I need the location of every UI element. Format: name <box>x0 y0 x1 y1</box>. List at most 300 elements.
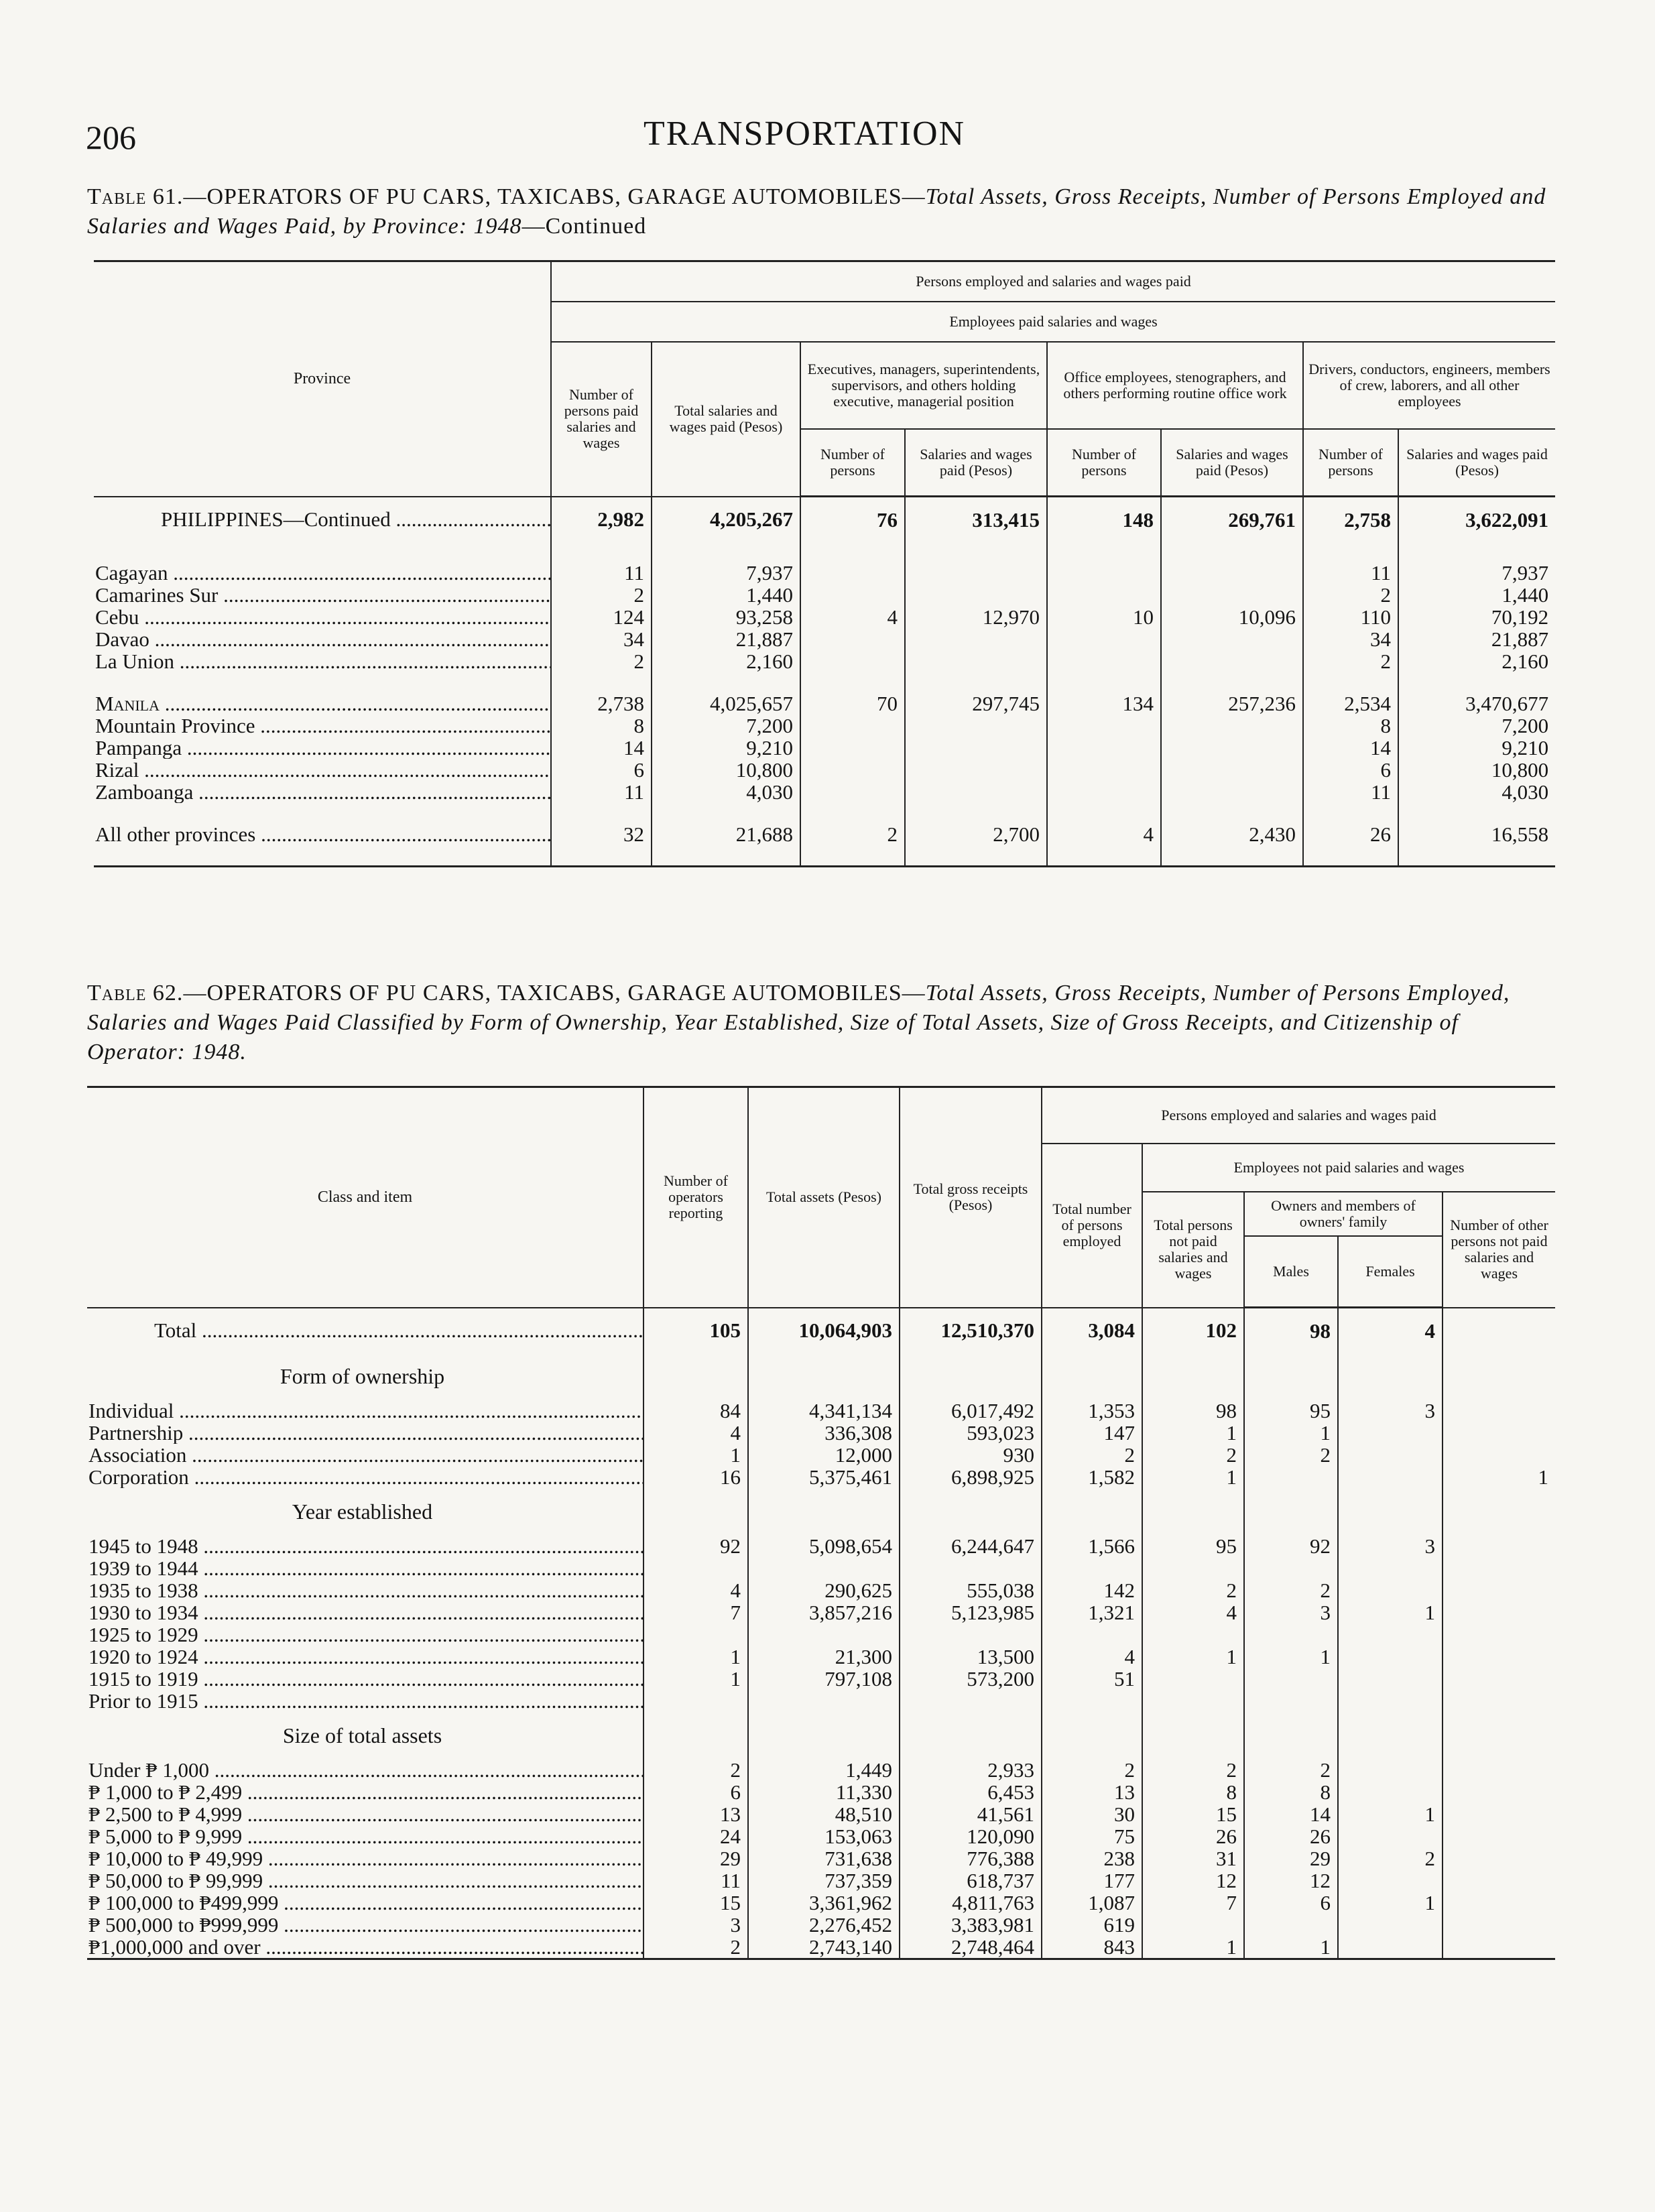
cell: 31 <box>1142 1847 1244 1869</box>
header-employees-paid: Employees paid salaries and wages <box>551 302 1555 342</box>
cell: 98 <box>1244 1308 1338 1353</box>
row-label: 1945 to 1948 ..... <box>88 1535 643 1557</box>
cell: 2,160 <box>652 650 800 672</box>
header-total-assets: Total assets (Pesos) <box>748 1087 900 1308</box>
cell: 6,453 <box>900 1781 1042 1803</box>
cell: 92 <box>1244 1535 1338 1557</box>
cell <box>1244 1668 1338 1690</box>
cell <box>905 781 1047 803</box>
cell: 1,353 <box>1042 1400 1142 1422</box>
row-label: ₱ 2,500 to ₱ 4,999 ..... <box>88 1803 643 1825</box>
cell: 4,205,267 <box>652 497 800 542</box>
cell: 8 <box>1244 1781 1338 1803</box>
cell: 142 <box>1042 1579 1142 1601</box>
table-row <box>87 1825 1555 1847</box>
section-header-row <box>87 1488 1555 1535</box>
cell <box>800 584 905 606</box>
cell: 1 <box>1244 1422 1338 1444</box>
cell: 2 <box>643 1936 748 1959</box>
table62-sections <box>87 1353 1555 1959</box>
cell: 70,192 <box>1398 606 1555 628</box>
row-label: ₱ 10,000 to ₱ 49,999 ..... <box>88 1847 643 1869</box>
cell: 4 <box>643 1579 748 1601</box>
header-persons-employed: Persons employed and salaries and wages paid <box>1042 1087 1555 1144</box>
table-row-total <box>87 1308 1555 1353</box>
cell: 2,758 <box>1303 497 1398 542</box>
cell: 11 <box>551 781 652 803</box>
cell: 15 <box>1142 1803 1244 1825</box>
cell <box>1142 1914 1244 1936</box>
cell: 16 <box>643 1466 748 1488</box>
cell: 13 <box>1042 1781 1142 1803</box>
cell <box>800 562 905 584</box>
cell: 32 <box>551 823 652 845</box>
cell <box>1338 1825 1443 1847</box>
cell: 3 <box>1338 1400 1443 1422</box>
section-title: Year established <box>292 1499 433 1524</box>
cell: 8 <box>1142 1781 1244 1803</box>
table-row <box>87 1400 1555 1422</box>
cell: 2 <box>1042 1759 1142 1781</box>
cell <box>1338 1759 1443 1781</box>
cell: 6 <box>1303 759 1398 781</box>
cell <box>1244 1623 1338 1646</box>
header-drivers-number: Number of persons <box>1303 429 1398 497</box>
row-label: Zamboanga ..... <box>95 781 551 803</box>
cell: 10 <box>1047 606 1161 628</box>
cell: 7,937 <box>652 562 800 584</box>
cell: 7 <box>1142 1892 1244 1914</box>
row-label: Pampanga ..... <box>95 737 551 759</box>
cell <box>905 650 1047 672</box>
cell <box>1443 1892 1555 1914</box>
cell <box>1443 1422 1555 1444</box>
cell: 9,210 <box>652 737 800 759</box>
cell <box>1142 1690 1244 1712</box>
header-drivers: Drivers, conductors, engineers, members of crew, laborers, and all other employees <box>1303 342 1555 429</box>
cell: 4 <box>1042 1646 1142 1668</box>
cell: 10,800 <box>652 759 800 781</box>
cell <box>905 715 1047 737</box>
table-row <box>94 650 1555 672</box>
cell: 619 <box>1042 1914 1142 1936</box>
cell: 3 <box>643 1914 748 1936</box>
cell <box>800 628 905 650</box>
cell: 593,023 <box>900 1422 1042 1444</box>
cell: 2,933 <box>900 1759 1042 1781</box>
cell: 14 <box>1303 737 1398 759</box>
table61-caption-title: —OPERATORS OF PU CARS, TAXICABS, GARAGE AUTOMOBILES— <box>183 184 926 209</box>
cell <box>905 584 1047 606</box>
table62-caption <box>87 979 1548 1067</box>
cell <box>1244 1914 1338 1936</box>
table-row <box>94 715 1555 737</box>
table61-caption <box>87 182 1548 241</box>
table-row <box>94 606 1555 628</box>
cell: 102 <box>1142 1308 1244 1353</box>
cell: 26 <box>1142 1825 1244 1847</box>
cell <box>1161 562 1303 584</box>
cell: 29 <box>643 1847 748 1869</box>
cell <box>1443 1535 1555 1557</box>
cell: 177 <box>1042 1869 1142 1892</box>
table62 <box>87 1086 1555 1960</box>
cell: 1 <box>1142 1422 1244 1444</box>
table-row <box>87 1803 1555 1825</box>
table61-caption-tail: —Continued <box>522 214 647 239</box>
cell <box>1443 1914 1555 1936</box>
cell: 2 <box>1244 1759 1338 1781</box>
cell: 12,510,370 <box>900 1308 1042 1353</box>
table-row <box>87 1444 1555 1466</box>
section-header-row <box>87 1712 1555 1759</box>
cell: 105 <box>643 1308 748 1353</box>
row-label: 1915 to 1919 ..... <box>88 1668 643 1690</box>
cell <box>1443 1646 1555 1668</box>
cell: 2,534 <box>1303 692 1398 715</box>
cell: 6,244,647 <box>900 1535 1042 1557</box>
cell <box>1047 562 1161 584</box>
cell: 6,017,492 <box>900 1400 1042 1422</box>
cell <box>800 759 905 781</box>
cell <box>800 715 905 737</box>
cell: 4,025,657 <box>652 692 800 715</box>
cell <box>1047 584 1161 606</box>
cell: 30 <box>1042 1803 1142 1825</box>
cell <box>1443 1847 1555 1869</box>
cell: 7 <box>643 1601 748 1623</box>
table-row <box>94 781 1555 803</box>
cell <box>1047 715 1161 737</box>
cell: 95 <box>1244 1400 1338 1422</box>
cell: 1 <box>1244 1936 1338 1959</box>
table-row <box>94 628 1555 650</box>
header-office-number: Number of persons <box>1047 429 1161 497</box>
cell <box>1244 1557 1338 1579</box>
cell: 147 <box>1042 1422 1142 1444</box>
cell: 34 <box>551 628 652 650</box>
cell: 11,330 <box>748 1781 900 1803</box>
cell: 21,688 <box>652 823 800 845</box>
row-label: Mountain Province ..... <box>95 715 551 737</box>
cell: 1,440 <box>1398 584 1555 606</box>
cell <box>1042 1557 1142 1579</box>
cell: 2,748,464 <box>900 1936 1042 1959</box>
cell <box>1443 1869 1555 1892</box>
cell: 8 <box>551 715 652 737</box>
cell: 2 <box>551 650 652 672</box>
row-label: Prior to 1915 ..... <box>88 1690 643 1712</box>
cell: 11 <box>551 562 652 584</box>
row-label: Davao ..... <box>95 628 551 650</box>
cell: 124 <box>551 606 652 628</box>
cell: 2,160 <box>1398 650 1555 672</box>
cell: 2,276,452 <box>748 1914 900 1936</box>
cell: 1 <box>643 1646 748 1668</box>
cell <box>1443 1623 1555 1646</box>
cell: 1 <box>1244 1646 1338 1668</box>
cell: 4,030 <box>1398 781 1555 803</box>
cell: 4 <box>1338 1308 1443 1353</box>
row-label: Rizal ..... <box>95 759 551 781</box>
table-row <box>94 759 1555 781</box>
cell <box>748 1623 900 1646</box>
cell: 573,200 <box>900 1668 1042 1690</box>
table61 <box>94 260 1555 867</box>
cell: 1 <box>1443 1466 1555 1488</box>
cell: 2,738 <box>551 692 652 715</box>
row-label: All other provinces ..... <box>95 823 551 845</box>
cell <box>1338 1623 1443 1646</box>
cell: 3 <box>1244 1601 1338 1623</box>
cell: 2 <box>1303 584 1398 606</box>
cell: 731,638 <box>748 1847 900 1869</box>
cell <box>1338 1936 1443 1959</box>
row-label: Corporation ..... <box>88 1466 643 1488</box>
cell: 4 <box>1047 823 1161 845</box>
cell: 21,887 <box>652 628 800 650</box>
cell <box>1047 781 1161 803</box>
table-row <box>94 584 1555 606</box>
cell <box>1338 1579 1443 1601</box>
cell: 3,622,091 <box>1398 497 1555 542</box>
cell: 1,582 <box>1042 1466 1142 1488</box>
cell <box>1161 781 1303 803</box>
row-label: ₱ 50,000 to ₱ 99,999 ..... <box>88 1869 643 1892</box>
cell: 1 <box>1338 1601 1443 1623</box>
cell: 153,063 <box>748 1825 900 1847</box>
table-row <box>87 1535 1555 1557</box>
cell: 3,084 <box>1042 1308 1142 1353</box>
header-province: Province <box>94 261 551 497</box>
cell <box>1443 1825 1555 1847</box>
cell: 1,566 <box>1042 1535 1142 1557</box>
cell: 2,743,140 <box>748 1936 900 1959</box>
cell: 2 <box>1142 1444 1244 1466</box>
table-row <box>94 692 1555 715</box>
cell: 120,090 <box>900 1825 1042 1847</box>
cell <box>643 1623 748 1646</box>
cell: 2 <box>551 584 652 606</box>
table-row <box>87 1847 1555 1869</box>
row-label: Total ..... <box>154 1318 643 1342</box>
cell <box>1047 737 1161 759</box>
table-row <box>87 1466 1555 1488</box>
section-header-row <box>87 1353 1555 1400</box>
cell <box>1443 1690 1555 1712</box>
row-label: 1920 to 1924 ..... <box>88 1646 643 1668</box>
header-other-not-paid: Number of other persons not paid salaries and wages <box>1443 1192 1555 1308</box>
cell: 7,200 <box>1398 715 1555 737</box>
cell <box>1443 1400 1555 1422</box>
cell <box>1443 1936 1555 1959</box>
cell: 4 <box>1142 1601 1244 1623</box>
cell: 12,000 <box>748 1444 900 1466</box>
cell: 13,500 <box>900 1646 1042 1668</box>
cell: 2 <box>1244 1579 1338 1601</box>
table-row <box>94 737 1555 759</box>
cell: 134 <box>1047 692 1161 715</box>
cell: 10,064,903 <box>748 1308 900 1353</box>
cell <box>1338 1444 1443 1466</box>
cell: 1 <box>1142 1466 1244 1488</box>
cell: 930 <box>900 1444 1042 1466</box>
cell: 1,449 <box>748 1759 900 1781</box>
cell: 2,430 <box>1161 823 1303 845</box>
cell: 2 <box>1142 1579 1244 1601</box>
cell: 4 <box>643 1422 748 1444</box>
cell: 21,300 <box>748 1646 900 1668</box>
cell: 76 <box>800 497 905 542</box>
cell: 11 <box>1303 781 1398 803</box>
cell: 4,030 <box>652 781 800 803</box>
cell: 1,440 <box>652 584 800 606</box>
cell <box>748 1690 900 1712</box>
cell <box>1338 1781 1443 1803</box>
table61-caption-italic: Total Assets, Gross Receipts, Number of Persons Employed and Salaries and Wages Paid, by Province: 1948 <box>87 184 1546 239</box>
row-label: 1935 to 1938 ..... <box>88 1579 643 1601</box>
cell: 5,375,461 <box>748 1466 900 1488</box>
cell: 3,361,962 <box>748 1892 900 1914</box>
cell: 2 <box>1338 1847 1443 1869</box>
cell: 7,937 <box>1398 562 1555 584</box>
section-title: Form of ownership <box>280 1363 445 1388</box>
cell: 555,038 <box>900 1579 1042 1601</box>
cell: 29 <box>1244 1847 1338 1869</box>
table-row <box>87 1781 1555 1803</box>
header-persons-employed: Persons employed and salaries and wages paid <box>551 261 1555 302</box>
cell: 93,258 <box>652 606 800 628</box>
cell: 4,811,763 <box>900 1892 1042 1914</box>
cell: 5,123,985 <box>900 1601 1042 1623</box>
cell: 843 <box>1042 1936 1142 1959</box>
section-title: Size of total assets <box>282 1723 442 1747</box>
cell <box>1142 1668 1244 1690</box>
cell <box>1338 1466 1443 1488</box>
row-label: ₱ 100,000 to ₱499,999 ..... <box>88 1892 643 1914</box>
cell: 2 <box>1303 650 1398 672</box>
cell: 34 <box>1303 628 1398 650</box>
cell: 776,388 <box>900 1847 1042 1869</box>
row-label: ₱1,000,000 and over ..... <box>88 1936 643 1959</box>
cell <box>1161 650 1303 672</box>
cell: 14 <box>1244 1803 1338 1825</box>
cell: 3,383,981 <box>900 1914 1042 1936</box>
table-row <box>87 1668 1555 1690</box>
cell <box>1338 1557 1443 1579</box>
row-label: 1930 to 1934 ..... <box>88 1601 643 1623</box>
cell: 4 <box>800 606 905 628</box>
cell: 51 <box>1042 1668 1142 1690</box>
cell: 797,108 <box>748 1668 900 1690</box>
cell: 41,561 <box>900 1803 1042 1825</box>
cell: 12 <box>1244 1869 1338 1892</box>
cell <box>1047 628 1161 650</box>
header-drivers-salaries: Salaries and wages paid (Pesos) <box>1398 429 1555 497</box>
table-row <box>87 1690 1555 1712</box>
cell: 98 <box>1142 1400 1244 1422</box>
cell: 13 <box>643 1803 748 1825</box>
cell <box>1161 737 1303 759</box>
cell: 269,761 <box>1161 497 1303 542</box>
cell: 11 <box>1303 562 1398 584</box>
cell <box>800 650 905 672</box>
cell <box>1443 1759 1555 1781</box>
cell <box>1042 1623 1142 1646</box>
header-not-paid: Employees not paid salaries and wages <box>1142 1144 1555 1192</box>
cell: 26 <box>1244 1825 1338 1847</box>
table-row <box>87 1869 1555 1892</box>
cell: 15 <box>643 1892 748 1914</box>
table-row <box>87 1579 1555 1601</box>
cell: 26 <box>1303 823 1398 845</box>
row-label: Manila ..... <box>95 692 551 715</box>
cell <box>1443 1601 1555 1623</box>
cell <box>1161 759 1303 781</box>
cell <box>1142 1557 1244 1579</box>
cell <box>1042 1690 1142 1712</box>
header-total-employed: Total number of persons employed <box>1042 1144 1142 1308</box>
row-label: Under ₱ 1,000 ..... <box>88 1759 643 1781</box>
header-exec-salaries: Salaries and wages paid (Pesos) <box>905 429 1047 497</box>
cell <box>1338 1668 1443 1690</box>
table-row-total <box>94 497 1555 542</box>
cell <box>800 737 905 759</box>
table-row <box>87 1601 1555 1623</box>
cell: 1,087 <box>1042 1892 1142 1914</box>
header-owners-family: Owners and members of owners' family <box>1244 1192 1443 1236</box>
cell: 7,200 <box>652 715 800 737</box>
cell <box>1443 1668 1555 1690</box>
header-total-not-paid: Total persons not paid salaries and wages <box>1142 1192 1244 1308</box>
cell <box>1443 1557 1555 1579</box>
cell: 3,470,677 <box>1398 692 1555 715</box>
cell: 257,236 <box>1161 692 1303 715</box>
cell <box>1338 1914 1443 1936</box>
header-operators: Number of operators reporting <box>643 1087 748 1308</box>
header-males: Males <box>1244 1236 1338 1308</box>
cell: 290,625 <box>748 1579 900 1601</box>
cell <box>1443 1803 1555 1825</box>
cell <box>800 781 905 803</box>
cell: 1 <box>1338 1803 1443 1825</box>
row-label: Association ..... <box>88 1444 643 1466</box>
header-gross-receipts: Total gross receipts (Pesos) <box>900 1087 1042 1308</box>
cell <box>1047 759 1161 781</box>
cell <box>1338 1422 1443 1444</box>
cell <box>1338 1690 1443 1712</box>
cell: 70 <box>800 692 905 715</box>
table-row <box>87 1557 1555 1579</box>
cell: 1 <box>1142 1936 1244 1959</box>
row-label: ₱ 1,000 to ₱ 2,499 ..... <box>88 1781 643 1803</box>
cell: 110 <box>1303 606 1398 628</box>
table-row <box>87 1646 1555 1668</box>
cell: 3 <box>1338 1535 1443 1557</box>
table62-caption-lead: Table 62. <box>87 981 184 1005</box>
cell <box>905 737 1047 759</box>
table62-caption-title: —OPERATORS OF PU CARS, TAXICABS, GARAGE AUTOMOBILES— <box>183 981 926 1005</box>
cell <box>1443 1781 1555 1803</box>
cell: 1 <box>643 1444 748 1466</box>
cell: 6 <box>643 1781 748 1803</box>
cell <box>900 1623 1042 1646</box>
header-number-paid: Number of persons paid salaries and wages <box>551 342 652 497</box>
cell <box>1443 1444 1555 1466</box>
cell <box>905 628 1047 650</box>
cell: 10,800 <box>1398 759 1555 781</box>
cell: 5,098,654 <box>748 1535 900 1557</box>
